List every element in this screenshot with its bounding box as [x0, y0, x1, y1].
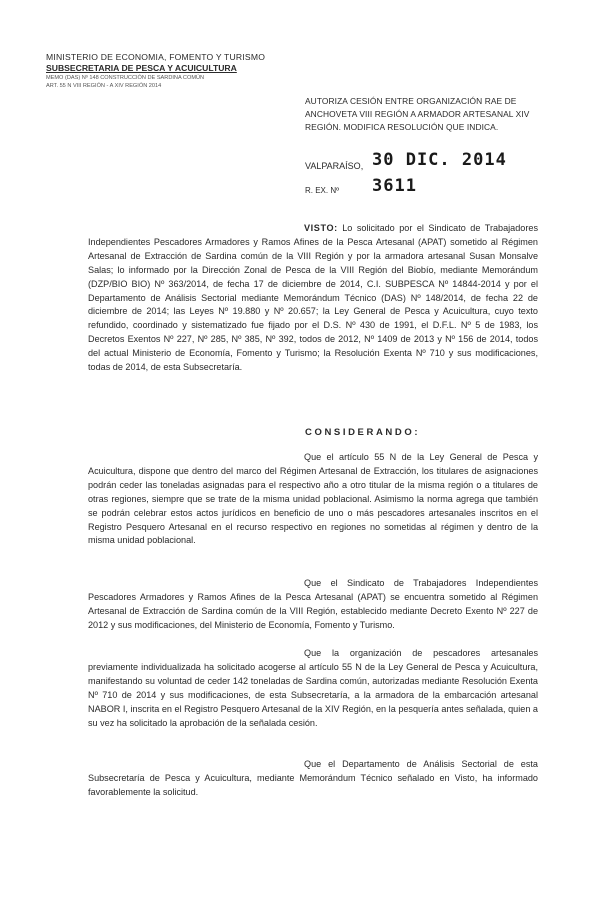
resolution-subject: AUTORIZA CESIÓN ENTRE ORGANIZACIÓN RAE DE ANCHOVETA VIII REGIÓN A ARMADOR ARTESANAL XIV REGIÓN. MODIFICA RESOLUCIÓN QUE INDICA.: [305, 96, 530, 132]
rex-number-stamp: 3611: [372, 176, 417, 196]
considerando-paragraph-3: Que la organización de pescadores artesanales previamente individualizada ha solicitado acogerse al artículo 55 N de la Ley General de Pesca y Acuicultura, manifestando su voluntad de ceder 142 toneladas de Sardina común, autorizadas mediante Resolución Exenta Nº 710 de 2014 y sus modificaciones, de esta Subsecretaría, a la armadora de la embarcación artesanal NABOR I, inscrita en el Registro Pesquero Artesanal de la XIV Región, en la pesquería antes señalada, quien a su vez ha solicitado la aprobación de la señalada cesión.: [88, 648, 538, 728]
considerando-paragraph-4: Que el Departamento de Análisis Sectorial de esta Subsecretaría de Pesca y Acuicultura, mediante Memorándum Técnico señalado en Visto, ha informado favorablemente la solicitud.: [88, 759, 538, 797]
considerando-paragraph-2: Que el Sindicato de Trabajadores Independientes Pescadores Armadores y Ramos Afines de la Pesca Artesanal (APAT) se encuentra sometido al Régimen Artesanal de Extracción de Sardina común de la VIII Región, establecido mediante Decreto Exento Nº 227 de 2012 y sus modificaciones, del Ministerio de Economía, Fomento y Turismo.: [88, 578, 538, 630]
visto-text: Lo solicitado por el Sindicato de Trabajadores Independientes Pescadores Armadores y Ramos Afines de la Pesca Artesanal (APAT) sometido al Régimen Artesanal de Extracción de Sardina común de la VIII Región y por la armadora artesanal Susan Monsalve Salas; lo informado por la Dirección Zonal de Pesca de la VIII Región del Biobío, mediante Memorándum (DZP/BIO BIO) Nº 363/2014, de fecha 17 de diciembre de 2014, C.I. SUBPESCA Nº 14844-2014 y por el Departamento de Análisis Sectorial mediante Memorándum Técnico (DAS) Nº 148/2014, de fecha 22 de diciembre de 2014; las Leyes Nº 19.880 y Nº 20.657; la Ley General de Pesca y Acuicultura, cuyo texto refundido, coordinado y sistematizado fue fijado por el D.S. Nº 430 de 1991, el D.F.L. Nº 5 de 1983, los Decretos Exentos Nº 227, Nº 285, Nº 385, Nº 392, todos de 2012, Nº 1409 de 2013 y Nº 156 de 2014, todos del actual Ministerio de Economía, Fomento y Turismo; la Resolución Exenta Nº 710 y sus modificaciones, todas de 2014, de esta Subsecretaría.: [88, 223, 538, 373]
considerando-heading: CONSIDERANDO:: [305, 427, 421, 438]
place-label: VALPARAÍSO,: [305, 161, 364, 171]
date-stamp: 30 DIC. 2014: [372, 150, 507, 170]
rex-label: R. EX. Nº: [305, 186, 340, 195]
ministry-name: MINISTERIO DE ECONOMIA, FOMENTO Y TURISMO: [46, 52, 266, 62]
reference-line-1: MEMO (DAS) Nº 148 CONSTRUCCIÓN DE SARDINA COMÚN: [46, 75, 205, 81]
visto-paragraph: [88, 222, 538, 375]
visto-label: VISTO:: [304, 223, 338, 233]
reference-line-2: ART. 55 N VIII REGIÓN - A XIV REGIÓN 2014: [46, 83, 162, 89]
letterhead: [46, 52, 266, 90]
subsecretaria-name: SUBSECRETARIA DE PESCA Y ACUICULTURA: [46, 63, 237, 73]
considerando-paragraph-1: Que el artículo 55 N de la Ley General de Pesca y Acuicultura, dispone que dentro del marco del Régimen Artesanal de Extracción, los titulares de asignaciones podrán ceder las toneladas asignadas para el respectivo año a otro titular de la misma región o a titulares de otras regiones, siempre que se trate de la misma unidad poblacional. Asimismo la norma agrega que también se podrán celebrar estos actos jurídicos en beneficio de uno o más pescadores artesanales inscritos en el Registro Pesquero Artesanal en el recurso respectivo en regiones no sometidas al régimen y dentro de la misma unidad poblacional.: [88, 452, 538, 546]
